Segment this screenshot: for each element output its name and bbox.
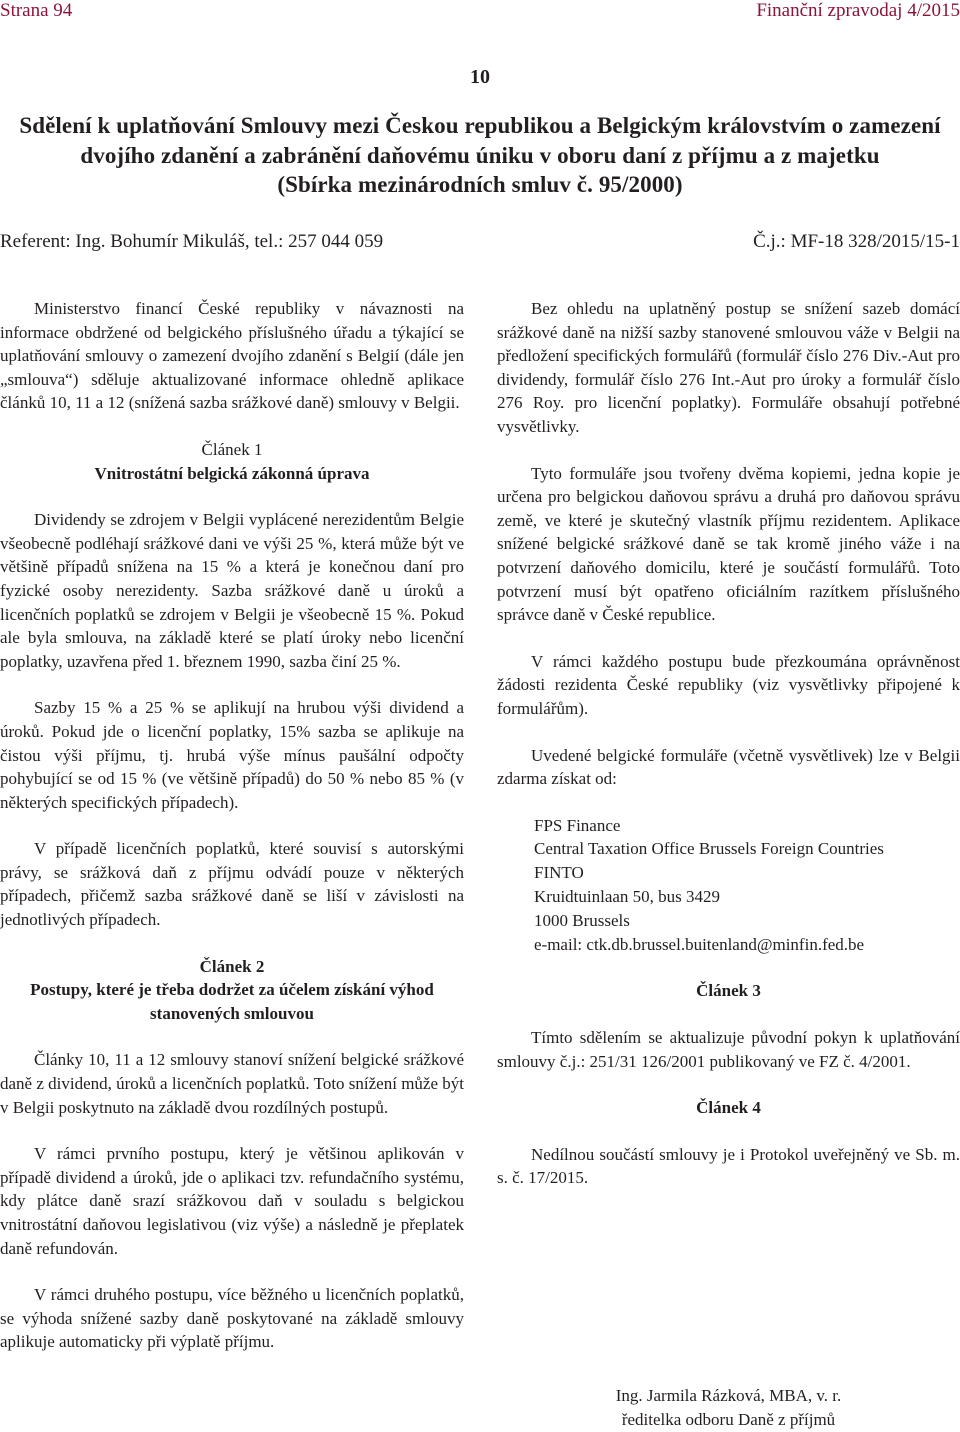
article-1-subheading: Vnitrostátní belgická zákonná úprava	[94, 463, 370, 483]
article-3-heading: Článek 3	[696, 981, 761, 1001]
review-paragraph: V rámci každého postupu bude přezkoumána oprávněnost žádosti rezidenta České republiky (viz vysvětlivky připojené k formulářům).	[497, 651, 960, 718]
article-2-paragraph-3: V rámci druhého postupu, více běžného u licenčních poplatků, se výhoda snížené sazby daně poskytované na základě smlouvy aplikuje automaticky při výplatě příjmu.	[0, 1285, 464, 1352]
article-3-paragraph: Tímto sdělením se aktualizuje původní pokyn k uplatňování smlouvy č.j.: 251/31 126/2001 publikovaný ve FZ č. 4/2001.	[497, 1028, 960, 1071]
running-header-journal: Finanční zpravodaj 4/2015	[756, 0, 960, 21]
article-2-heading: Článek 2	[199, 956, 265, 976]
forms-paragraph: Bez ohledu na uplatněný postup se snížení sazeb domácí srážkové daně na nižší sazby stanovené smlouvou váže v Belgii na předložení specifických formulářů (formulář číslo 276 Div.-Aut pro dividendy, formulář číslo 276 Int.-Aut pro úroky a formulář číslo 276 Roy. pro licenční poplatky). Formuláře obsahují potřebné vysvětlivky.	[497, 299, 960, 436]
signatory-role: ředitelka odboru Daně z příjmů	[621, 1410, 836, 1429]
address-line: Kruidtuinlaan 50, bus 3429	[534, 887, 721, 907]
email-address: e-mail: ctk.db.brussel.buitenland@minfin.fed.be	[534, 934, 865, 954]
article-number: 10	[470, 66, 490, 88]
article-1-paragraph-2: Sazby 15 % a 25 % se aplikují na hrubou výši dividend a úroků. Pokud jde o licenční poplatky, 15% sazba se aplikuje na čistou výši příjmu, tj. hrubá výše mínus paušální odpočty pohybující se od 15 % (ve většině případů) do 50 % nebo 85 % (v některých specifických případech).	[0, 698, 464, 812]
article-2-subheading: Postupy, které je třeba dodržet za účelem získání výhod stanovených smlouvou	[30, 980, 434, 1023]
document-title-line-1: Sdělení k uplatňování Smlouvy mezi Českou republikou a Belgickým královstvím o zamezení	[19, 113, 941, 138]
left-column	[0, 297, 464, 1354]
reference-number: Č.j.: MF-18 328/2015/15-1	[753, 231, 960, 252]
document-title-line-2: dvojího zdanění a zabránění daňovému úniku v oboru daní z příjmu a z majetku	[80, 143, 880, 168]
article-1-paragraph-1: Dividendy se zdrojem v Belgii vyplácené nerezidentům Belgie všeobecně podléhají srážkové dani ve výši 25 %, která může být ve většině případů snížena na 15 % a která je konečnou daní pro fyzické osoby nerezidenty. Sazba srážkové daně u úroků a licenčních poplatků se zdrojem v Belgii je všeobecně 15 %. Pokud ale byla smlouva, na základě které se platí úroky nebo licenční poplatky, uzavřena před 1. březnem 1990, sazba činí 25 %.	[0, 510, 464, 671]
signature-block	[497, 1384, 960, 1432]
article-2-paragraph-2: V rámci prvního postupu, který je většinou aplikován v případě dividend a úroků, jde o aplikaci tzv. refundačního systému, kdy plátce daně srazí srážkovou daň v souladu s belgickou vnitrostátní daňovou legislativou (viz výše) a následně je přeplatek daně refundován.	[0, 1144, 464, 1258]
referent-info: Referent: Ing. Bohumír Mikuláš, tel.: 257 044 059	[0, 231, 384, 252]
address-line: 1000 Brussels	[534, 910, 630, 930]
article-1-heading: Článek 1	[201, 439, 263, 459]
document-title-line-3: (Sbírka mezinárodních smluv č. 95/2000)	[277, 172, 683, 197]
postal-address	[497, 814, 960, 957]
address-line: Central Taxation Office Brussels Foreign Countries	[534, 839, 884, 859]
running-header-page: Strana 94	[0, 0, 73, 21]
article-1-paragraph-3: V případě licenčních poplatků, které souvisí s autorskými právy, se srážková daň z příjmu odvádí pouze v některých případech, přičemž sazba srážkové daně se liší v závislosti na jednotlivých případech.	[0, 839, 464, 930]
address-line: FINTO	[534, 863, 584, 883]
intro-paragraph: Ministerstvo financí České republiky v návaznosti na informace obdržené od belgického příslušného úřadu a týkající se uplatňování smlouvy o zamezení dvojího zdanění s Belgií (dále jen „smlouva“) sděluje aktualizované informace ohledně aplikace článků 10, 11 a 12 (snížená sazba srážkové daně) smlouvy v Belgii.	[0, 299, 464, 413]
copies-paragraph: Tyto formuláře jsou tvořeny dvěma kopiemi, jedna kopie je určena pro belgickou daňovou správu a druhá pro daňovou správu země, ve které je skutečný vlastník příjmu rezidentem. Aplikace snížené belgické srážkové daně se tak kromě jiného váže i na potvrzení daňového domicilu, které je součástí formulářů. Toto potvrzení musí být opatřeno oficiálním razítkem příslušného správce daně v České republice.	[497, 463, 960, 625]
forms-source-paragraph: Uvedené belgické formuláře (včetně vysvětlivek) lze v Belgii zdarma získat od:	[497, 745, 960, 789]
article-4-paragraph: Nedílnou součástí smlouvy je i Protokol uveřejněný ve Sb. m. s. č. 17/2015.	[497, 1144, 960, 1188]
right-column	[497, 297, 960, 1190]
article-4-heading: Článek 4	[696, 1098, 761, 1118]
signatory-name: Ing. Jarmila Rázková, MBA, v. r.	[615, 1386, 842, 1405]
article-2-paragraph-1: Články 10, 11 a 12 smlouvy stanoví snížení belgické srážkové daně z dividend, úroků a licenčních poplatků. Toto snížení může být v Belgii poskytnuto na základě dvou rozdílných postupů.	[0, 1050, 464, 1117]
address-line: FPS Finance	[534, 815, 621, 835]
